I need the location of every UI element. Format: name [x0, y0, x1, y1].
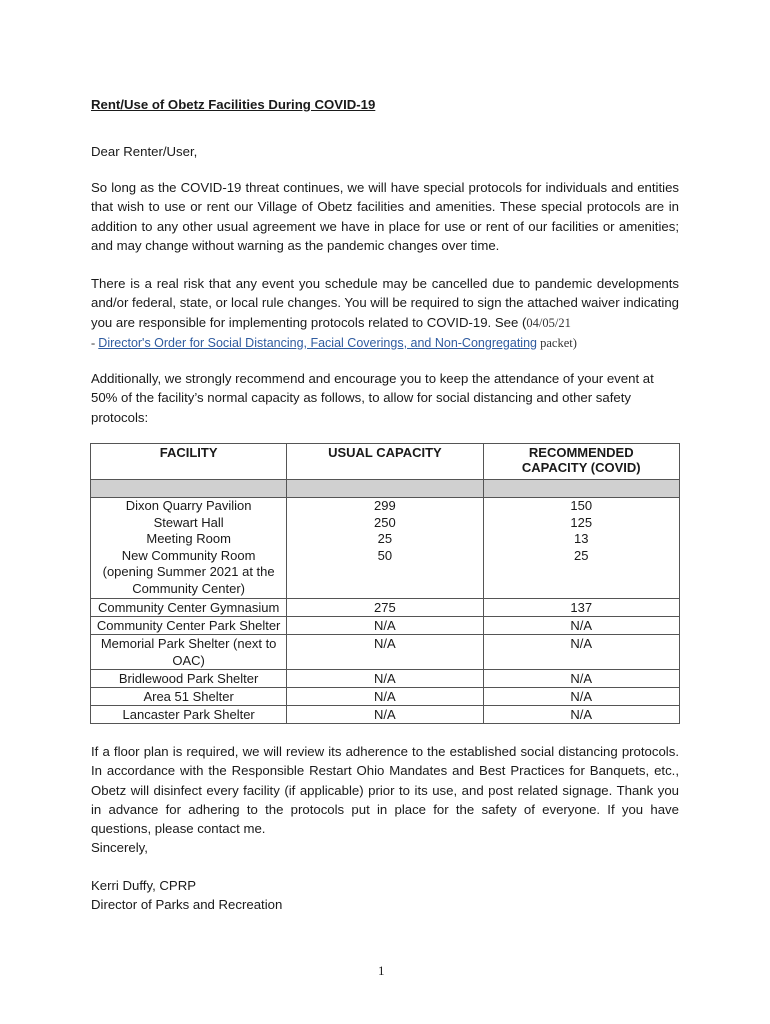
usual-capacity-cell: 299 250 25 50: [287, 498, 483, 599]
table-row: [91, 498, 680, 599]
capacity-table: [90, 443, 680, 724]
page-number: 1: [378, 963, 385, 978]
table-row: Community Center Gymnasium 275 137: [91, 598, 680, 616]
header-recommended-capacity: [483, 444, 679, 480]
recommended-capacity-cell: 150 125 13 25: [483, 498, 679, 599]
order-dash: -: [91, 335, 99, 350]
header-usual-capacity: USUAL CAPACITY: [287, 444, 483, 480]
facility-cell: Dixon Quarry Pavilion Stewart Hall Meeting Room New Community Room (opening Summer 2021 at the Community Center): [91, 498, 287, 599]
paragraph-capacity: Additionally, we strongly recommend and encourage you to keep the attendance of your event at 50% of the facility’s normal capacity as follows, to allow for social distancing and other safety protocols:: [91, 371, 654, 425]
paragraph-risk-text: There is a real risk that any event you schedule may be cancelled due to pandemic developments and/or federal, state, or local rule changes. You will be required to sign the attached waiver indicating you are responsible for implementing protocols related to COVID-19. See (: [91, 276, 679, 330]
table-header-row: [91, 444, 680, 480]
table-row: Lancaster Park Shelter N/A N/A: [91, 705, 680, 723]
order-tail: packet): [537, 335, 577, 350]
directors-order-link[interactable]: Director's Order for Social Distancing, Facial Coverings, and Non-Congregating: [98, 335, 537, 350]
table-row: Bridlewood Park Shelter N/A N/A: [91, 669, 680, 687]
header-recommended-line2: CAPACITY (COVID): [521, 460, 641, 475]
order-date: 04/05/21: [526, 315, 571, 330]
greeting: Dear Renter/User,: [91, 144, 198, 159]
paragraph-intro: So long as the COVID-19 threat continues, we will have special protocols for individuals and entities that wish to use or rent our Village of Obetz facilities and amenities. These special protocols are in addition to any other usual agreement we have in place for use or rent of our facilities or amenities; and may change without warning as the pandemic changes over time.: [91, 180, 679, 253]
header-facility: FACILITY: [91, 444, 287, 480]
table-shaded-row: [91, 480, 680, 498]
paragraph-risk: [91, 274, 679, 353]
closing: Sincerely,: [91, 840, 148, 855]
paragraph-floor-plan: If a floor plan is required, we will review its adherence to the established social distancing protocols. In accordance with the Responsible Restart Ohio Mandates and Best Practices for Banquets, etc., Obetz will disinfect every facility (if applicable) prior to its use, and post related signage. Thank you in advance for adhering to the protocols put in place for the safety of everyone. If you have questions, please contact me.: [91, 744, 679, 837]
table-row: Memorial Park Shelter (next to OAC) N/A N/A: [91, 634, 680, 669]
table-row: Community Center Park Shelter N/A N/A: [91, 616, 680, 634]
signature-name: Kerri Duffy, CPRP: [91, 878, 197, 893]
table-row: Area 51 Shelter N/A N/A: [91, 687, 680, 705]
document-title: Rent/Use of Obetz Facilities During COVID-19: [91, 97, 376, 112]
header-recommended-line1: RECOMMENDED: [528, 445, 634, 460]
signature-role: Director of Parks and Recreation: [91, 897, 283, 912]
